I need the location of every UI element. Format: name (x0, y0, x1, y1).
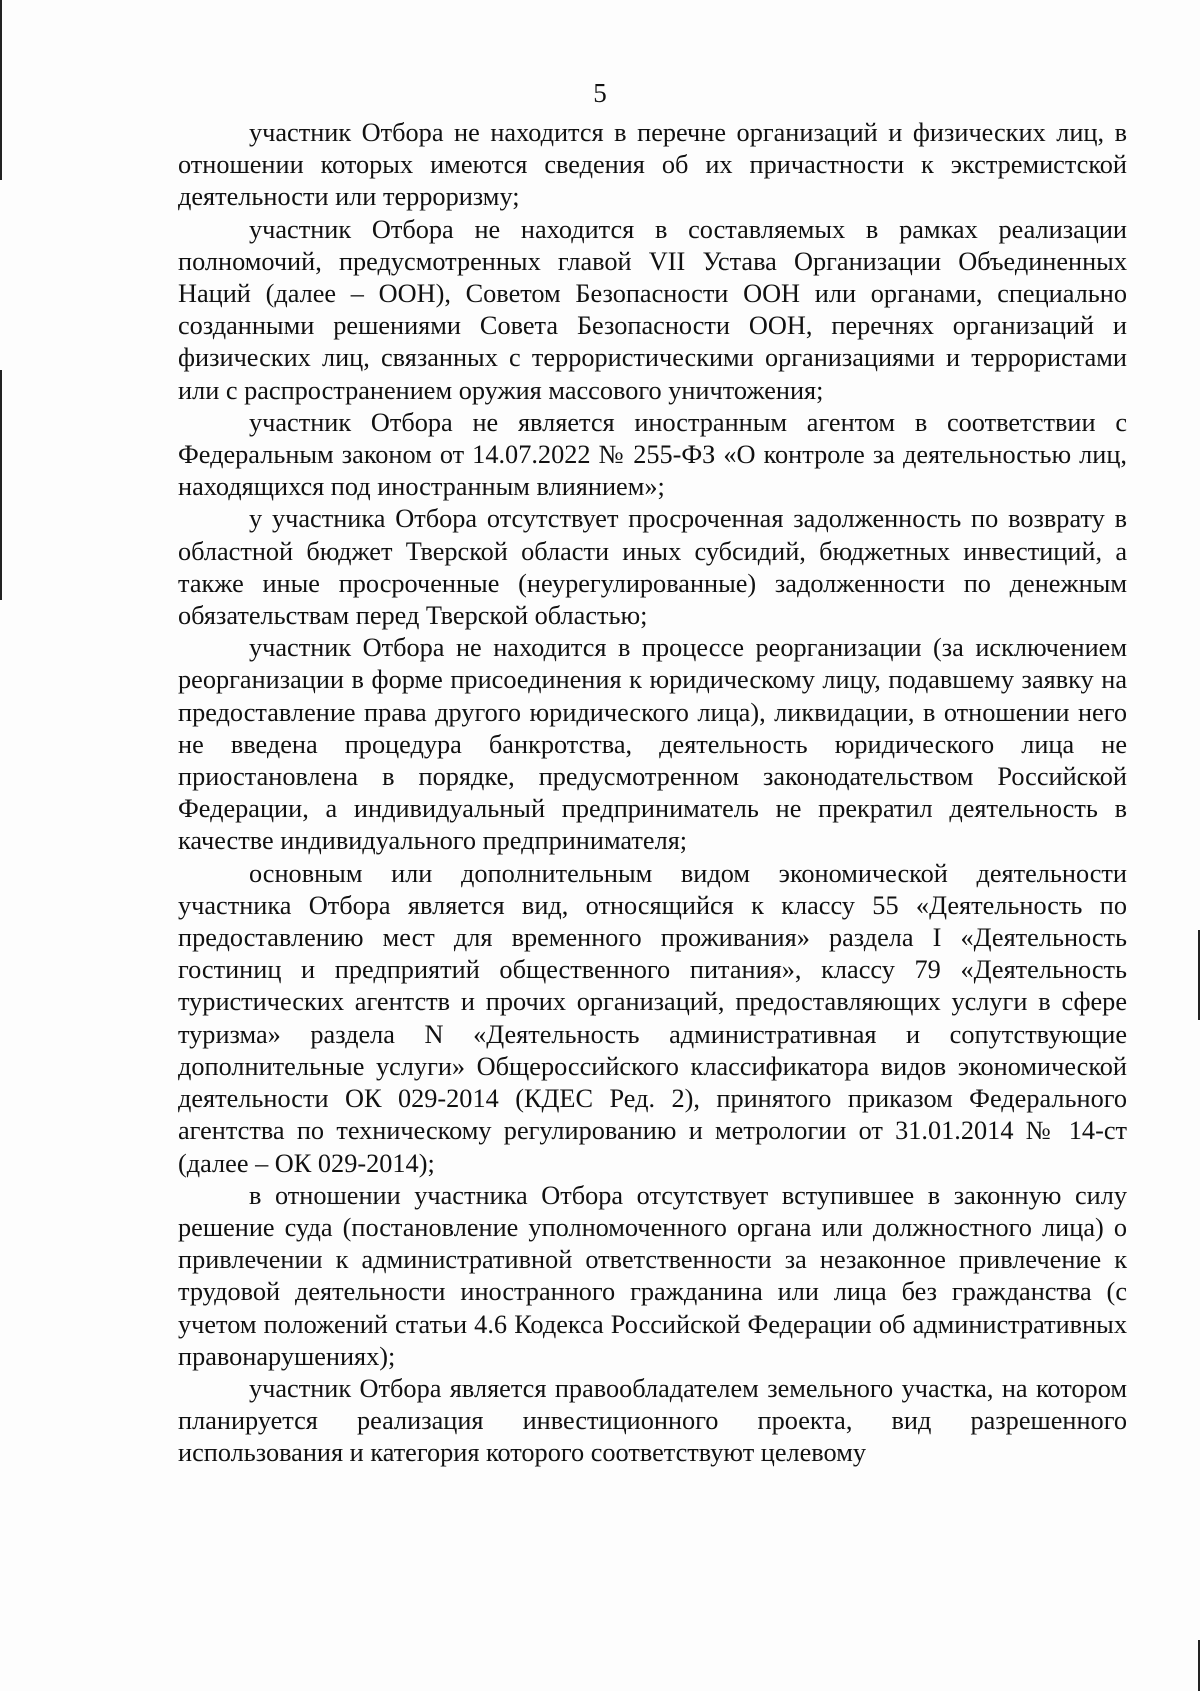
paragraph: участник Отбора не является иностранным агентом в соответствии с Федеральным законом от 14.07.2022 № 255-ФЗ «О контроле за деятельностью лиц, находящихся под иностранным влиянием»; (178, 407, 1127, 502)
paragraph: участник Отбора не находится в процессе реорганизации (за исключением реорганизации в форме присоединения к юридическому лицу, подавшему заявку на предоставление права другого юридического лица), ликвидации, в отношении него не введена процедура банкротства, деятельность юридического лица не приостановлена в порядке, предусмотренном законодательством Российской Федерации, а индивидуальный предприниматель не прекратил деятельность в качестве индивидуального предпринимателя; (178, 633, 1127, 856)
paragraph: участник Отбора является правообладателем земельного участка, на котором планируется реализация инвестиционного проекта, вид разрешенного использования и категория которого соответствуют целевому (178, 1373, 1127, 1468)
document-body (178, 117, 1127, 1470)
paragraph: участник Отбора не находится в составляемых в рамках реализации полномочий, предусмотренных главой VII Устава Организации Объединенных Наций (далее – ООН), Советом Безопасности ООН или органами, специально созданными решениями Совета Безопасности ООН, перечнях организаций и физических лиц, связанных с террористическими организациями и террористами или с распространением оружия массового уничтожения; (178, 214, 1127, 405)
page-number: 5 (593, 78, 607, 108)
paragraph: в отношении участника Отбора отсутствует вступившее в законную силу решение суда (постановление уполномоченного органа или должностного лица) о привлечении к административной ответственности за незаконное привлечение к трудовой деятельности иностранного гражданина или лица без гражданства (с учетом положений статьи 4.6 Кодекса Российской Федерации об административных правонарушениях); (178, 1180, 1127, 1371)
scan-edge-mark (0, 370, 2, 600)
paragraph: участник Отбора не находится в перечне организаций и физических лиц, в отношении которых имеются сведения об их причастности к экстремистской деятельности или терроризму; (178, 118, 1127, 212)
paragraph: основным или дополнительным видом экономической деятельности участника Отбора является вид, относящийся к классу 55 «Деятельность по предоставлению мест для временного проживания» раздела I «Деятельность гостиниц и предприятий общественного питания», классу 79 «Деятельность туристических агентств и прочих организаций, предоставляющих услуги в сфере туризма» раздела N «Деятельность административная и сопутствующие дополнительные услуги» Общероссийского классификатора видов экономической деятельности ОК 029-2014 (КДЕС Ред. 2), принятого приказом Федерального агентства по техническому регулированию и метрологии от 31.01.2014 № 14-ст (далее – ОК 029-2014); (178, 858, 1127, 1178)
paragraph: у участника Отбора отсутствует просроченная задолженность по возврату в областной бюджет Тверской области иных субсидий, бюджетных инвестиций, а также иные просроченные (неурегулированные) задолженности по денежным обязательствам перед Тверской областью; (178, 504, 1127, 631)
